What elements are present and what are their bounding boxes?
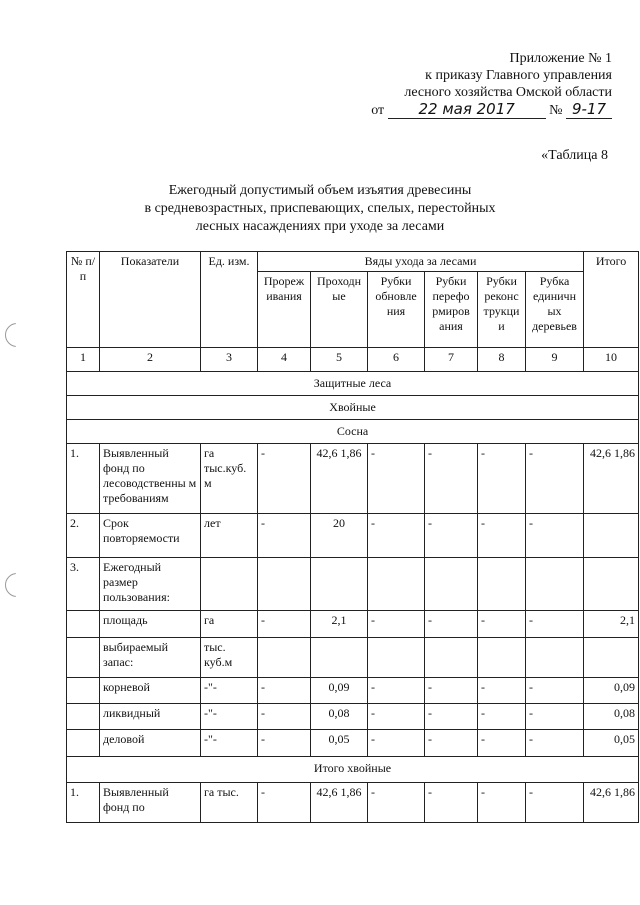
- index-cell: 2: [100, 348, 201, 372]
- table-row: [67, 730, 639, 757]
- index-cell: 8: [478, 348, 526, 372]
- cell-renewal: -: [368, 704, 425, 730]
- cell-reformation: -: [425, 704, 478, 730]
- cell-total: 2,1: [584, 611, 639, 638]
- cell-total: 0,05: [584, 730, 639, 757]
- row-num: [67, 704, 100, 730]
- row-num: 3.: [67, 558, 100, 611]
- cell-thinning: -: [258, 678, 311, 704]
- row-num: 2.: [67, 514, 100, 558]
- cell-renewal: [368, 638, 425, 678]
- table-row: [67, 704, 639, 730]
- handwritten-number: 9-17: [566, 101, 612, 119]
- cell-total: [584, 558, 639, 611]
- cell-reformation: [425, 638, 478, 678]
- row-indicator: площадь: [100, 611, 201, 638]
- cell-total: [584, 514, 639, 558]
- cell-total: 0,09: [584, 678, 639, 704]
- subheader-renewal: Рубки обновле ния: [368, 272, 425, 348]
- row-num: [67, 678, 100, 704]
- cell-reconstruction: [478, 558, 526, 611]
- row-unit: -"-: [201, 730, 258, 757]
- cell-single-trees: -: [526, 704, 584, 730]
- table-row: [67, 611, 639, 638]
- title-line-2: в средневозрастных, приспевающих, спелых, перестойных: [144, 201, 496, 216]
- cell-single-trees: [526, 638, 584, 678]
- cell-passthrough: 0,09: [311, 678, 368, 704]
- date-number-line: [371, 101, 612, 119]
- row-num: 1.: [67, 783, 100, 823]
- table-row: [67, 444, 639, 514]
- appendix-title: Приложение № 1: [509, 51, 612, 66]
- table-reference: «Таблица 8: [541, 148, 608, 163]
- section-protective-forests: Защитные леса: [67, 372, 639, 396]
- cell-single-trees: -: [526, 444, 584, 514]
- subheader-single-trees: Рубка единичн ых деревьев: [526, 272, 584, 348]
- section-coniferous: Хвойные: [67, 396, 639, 420]
- cell-total: 42,6 1,86: [584, 444, 639, 514]
- section-coniferous-total: Итого хвойные: [67, 757, 639, 783]
- row-indicator: Выявленный фонд по лесоводственны м требованиям: [100, 444, 201, 514]
- cell-passthrough: 0,08: [311, 704, 368, 730]
- row-indicator: корневой: [100, 678, 201, 704]
- header-care-types: Вяды ухода за лесами: [258, 252, 584, 272]
- cell-thinning: -: [258, 783, 311, 823]
- index-cell: 7: [425, 348, 478, 372]
- row-indicator: ликвидный: [100, 704, 201, 730]
- cell-thinning: [258, 638, 311, 678]
- cell-thinning: -: [258, 730, 311, 757]
- header-total: Итого: [584, 252, 639, 348]
- number-prefix: №: [549, 103, 563, 118]
- cell-single-trees: -: [526, 678, 584, 704]
- row-num: [67, 730, 100, 757]
- cell-renewal: -: [368, 444, 425, 514]
- cell-reformation: -: [425, 514, 478, 558]
- table-row: [67, 783, 639, 823]
- agency-name: лесного хозяйства Омской области: [404, 85, 612, 100]
- subheader-thinning: Прореж ивания: [258, 272, 311, 348]
- cell-passthrough: 2,1: [311, 611, 368, 638]
- index-cell: 5: [311, 348, 368, 372]
- subheader-reconstruction: Рубки реконс трукци и: [478, 272, 526, 348]
- cell-reconstruction: -: [478, 611, 526, 638]
- cell-renewal: -: [368, 783, 425, 823]
- header-num: № п/п: [67, 252, 100, 348]
- index-cell: 4: [258, 348, 311, 372]
- index-cell: 6: [368, 348, 425, 372]
- row-indicator: деловой: [100, 730, 201, 757]
- cell-single-trees: [526, 558, 584, 611]
- row-unit: [201, 558, 258, 611]
- document-title: [60, 182, 580, 236]
- row-num: [67, 611, 100, 638]
- cell-thinning: [258, 558, 311, 611]
- row-indicator: Срок повторяемости: [100, 514, 201, 558]
- cell-total: 42,6 1,86: [584, 783, 639, 823]
- header-unit: Ед. изм.: [201, 252, 258, 348]
- handwritten-date: 22 мая 2017: [388, 101, 546, 119]
- table-row: [67, 558, 639, 611]
- punch-hole-mark: [5, 573, 29, 597]
- cell-reconstruction: -: [478, 704, 526, 730]
- cell-reconstruction: [478, 638, 526, 678]
- row-unit: лет: [201, 514, 258, 558]
- cell-thinning: -: [258, 704, 311, 730]
- cell-reformation: -: [425, 678, 478, 704]
- subheader-reformation: Рубки перефо рмиров ания: [425, 272, 478, 348]
- cell-reformation: [425, 558, 478, 611]
- row-unit: -"-: [201, 704, 258, 730]
- title-line-1: Ежегодный допустимый объем изъятия древесины: [168, 183, 472, 198]
- cell-total: [584, 638, 639, 678]
- cell-passthrough: 20: [311, 514, 368, 558]
- index-cell: 1: [67, 348, 100, 372]
- cell-passthrough: 42,6 1,86: [311, 444, 368, 514]
- cell-reconstruction: -: [478, 514, 526, 558]
- row-indicator: выбираемый запас:: [100, 638, 201, 678]
- cell-single-trees: -: [526, 514, 584, 558]
- appendix-header: [371, 50, 612, 119]
- cell-passthrough: 42,6 1,86: [311, 783, 368, 823]
- cell-single-trees: -: [526, 730, 584, 757]
- row-num: 1.: [67, 444, 100, 514]
- row-unit: га тыс.куб. м: [201, 444, 258, 514]
- cell-passthrough: [311, 638, 368, 678]
- cell-reformation: -: [425, 783, 478, 823]
- index-cell: 9: [526, 348, 584, 372]
- cell-single-trees: -: [526, 611, 584, 638]
- table-row: [67, 514, 639, 558]
- table-row: [67, 678, 639, 704]
- cell-reformation: -: [425, 730, 478, 757]
- cell-reconstruction: -: [478, 783, 526, 823]
- order-reference: к приказу Главного управления: [425, 68, 612, 83]
- cell-renewal: -: [368, 514, 425, 558]
- row-unit: тыс. куб.м: [201, 638, 258, 678]
- row-unit: га: [201, 611, 258, 638]
- cell-reformation: -: [425, 444, 478, 514]
- cell-renewal: -: [368, 678, 425, 704]
- cell-reformation: -: [425, 611, 478, 638]
- row-num: [67, 638, 100, 678]
- cell-passthrough: 0,05: [311, 730, 368, 757]
- cell-passthrough: [311, 558, 368, 611]
- title-line-3: лесных насаждениях при уходе за лесами: [195, 219, 445, 234]
- table-row: [67, 638, 639, 678]
- row-unit: га тыс.: [201, 783, 258, 823]
- subheader-passthrough: Проходн ые: [311, 272, 368, 348]
- row-indicator: Выявленный фонд по: [100, 783, 201, 823]
- from-prefix: от: [371, 103, 385, 118]
- cell-reconstruction: -: [478, 678, 526, 704]
- cell-thinning: -: [258, 611, 311, 638]
- cell-total: 0,08: [584, 704, 639, 730]
- header-indicator: Показатели: [100, 252, 201, 348]
- cell-reconstruction: -: [478, 730, 526, 757]
- index-cell: 3: [201, 348, 258, 372]
- cell-renewal: [368, 558, 425, 611]
- harvest-volume-table: [66, 251, 639, 823]
- punch-hole-mark: [5, 323, 29, 347]
- cell-thinning: -: [258, 444, 311, 514]
- cell-renewal: -: [368, 611, 425, 638]
- row-indicator: Ежегодный размер пользования:: [100, 558, 201, 611]
- section-pine: Сосна: [67, 420, 639, 444]
- cell-renewal: -: [368, 730, 425, 757]
- cell-reconstruction: -: [478, 444, 526, 514]
- row-unit: -"-: [201, 678, 258, 704]
- cell-single-trees: -: [526, 783, 584, 823]
- cell-thinning: -: [258, 514, 311, 558]
- index-cell: 10: [584, 348, 639, 372]
